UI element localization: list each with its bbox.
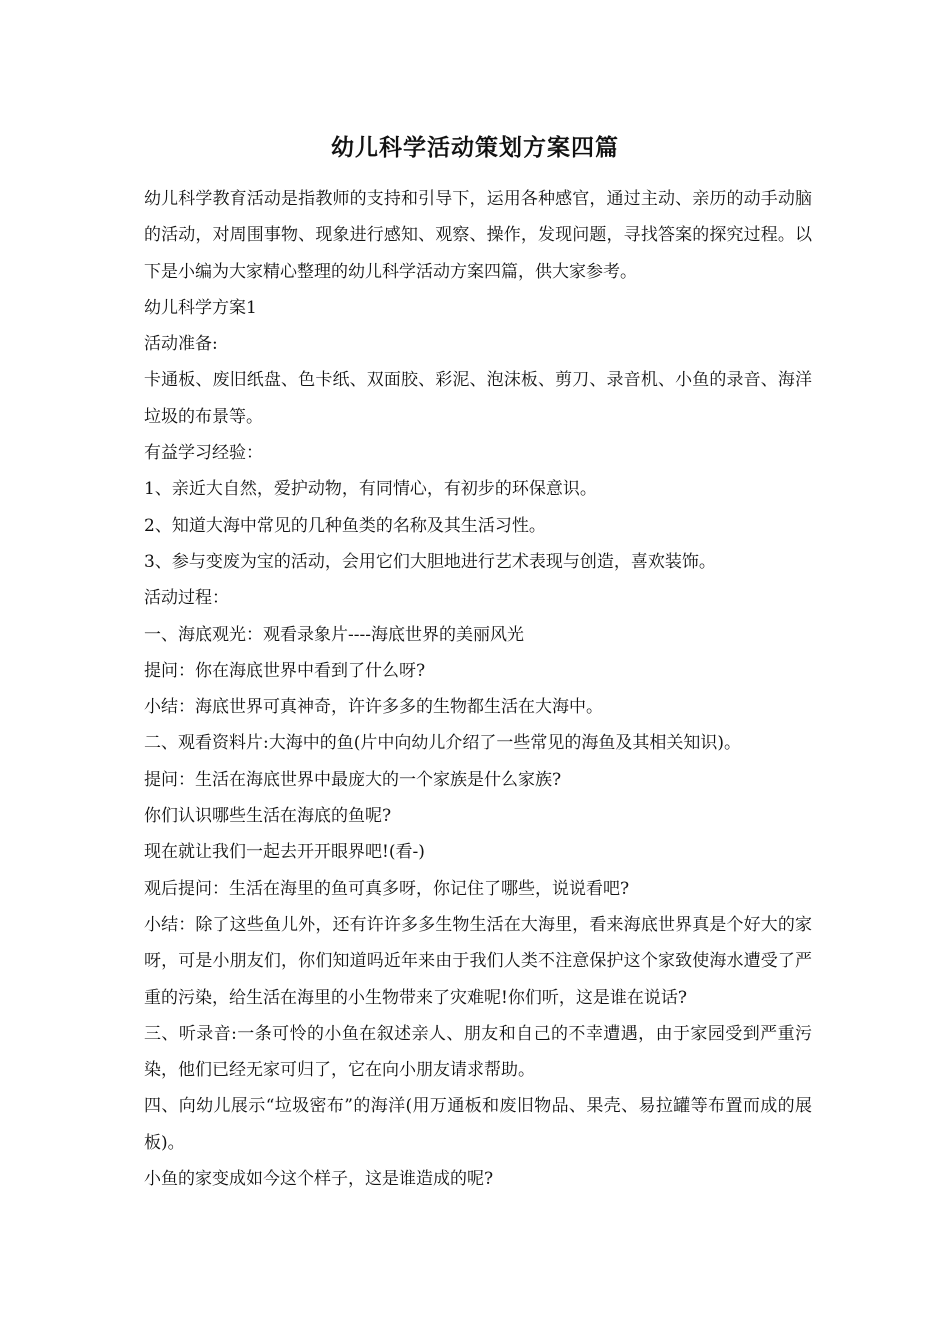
question-line: 提问：你在海底世界中看到了什么呀?: [144, 660, 426, 681]
prep-paragraph: 卡通板、废旧纸盘、色卡纸、双面胶、彩泥、泡沫板、剪刀、录音机、小鱼的录音、海洋垃圾的布景等。: [144, 370, 812, 427]
experience-label: 有益学习经验：: [144, 443, 263, 464]
summary-line: 小结：海底世界可真神奇，许许多多的生物都生活在大海中。: [144, 697, 603, 718]
question-line: 现在就让我们一起去开开眼界吧!(看-): [144, 842, 425, 863]
process-label: 活动过程：: [144, 588, 229, 609]
question-line: 小鱼的家变成如今这个样子，这是谁造成的呢?: [144, 1169, 494, 1190]
experience-item: 2、知道大海中常见的几种鱼类的名称及其生活习性。: [144, 515, 546, 536]
intro-paragraph: 幼儿科学教育活动是指教师的支持和引导下，运用各种感官，通过主动、亲历的动手动脑的活动，对周围事物、现象进行感知、观察、操作，发现问题，寻找答案的探究过程。以下是小编为大家精心整理的幼儿科学活动方案四篇，供大家参考。: [144, 189, 812, 282]
step-three: 三、听录音:一条可怜的小鱼在叙述亲人、朋友和自己的不幸遭遇，由于家园受到严重污染，他们已经无家可归了，它在向小朋友请求帮助。: [144, 1023, 812, 1081]
experience-item: 3、参与变废为宝的活动，会用它们大胆地进行艺术表现与创造，喜欢装饰。: [144, 551, 716, 572]
experience-item: 1、亲近大自然，爱护动物，有同情心，有初步的环保意识。: [144, 479, 597, 500]
step-four: 四、向幼儿展示“垃圾密布”的海洋(用万通板和废旧物品、果壳、易拉罐等布置而成的展板)。: [144, 1096, 812, 1153]
prep-label: 活动准备:: [144, 334, 218, 355]
document-title: 幼儿科学活动策划方案四篇: [331, 134, 619, 161]
summary-paragraph: 小结：除了这些鱼儿外，还有许许多多生物生活在大海里，看来海底世界真是个好大的家呀，可是小朋友们，你们知道吗近年来由于我们人类不注意保护这个家致使海水遭受了严重的污染，给生活在海里的小生物带来了灾难呢!你们听，这是谁在说话?: [144, 914, 812, 1008]
section-heading: 幼儿科学方案1: [144, 297, 257, 318]
question-line: 提问：生活在海底世界中最庞大的一个家族是什么家族?: [144, 769, 562, 790]
step-one: 一、海底观光：观看录象片----海底世界的美丽风光: [144, 624, 524, 645]
question-line: 观后提问：生活在海里的鱼可真多呀，你记住了哪些，说说看吧?: [144, 878, 630, 899]
question-line: 你们认识哪些生活在海底的鱼呢?: [144, 806, 392, 827]
document-body: [144, 181, 812, 1197]
step-two: 二、观看资料片:大海中的鱼(片中向幼儿介绍了一些常见的海鱼及其相关知识)。: [144, 733, 741, 754]
